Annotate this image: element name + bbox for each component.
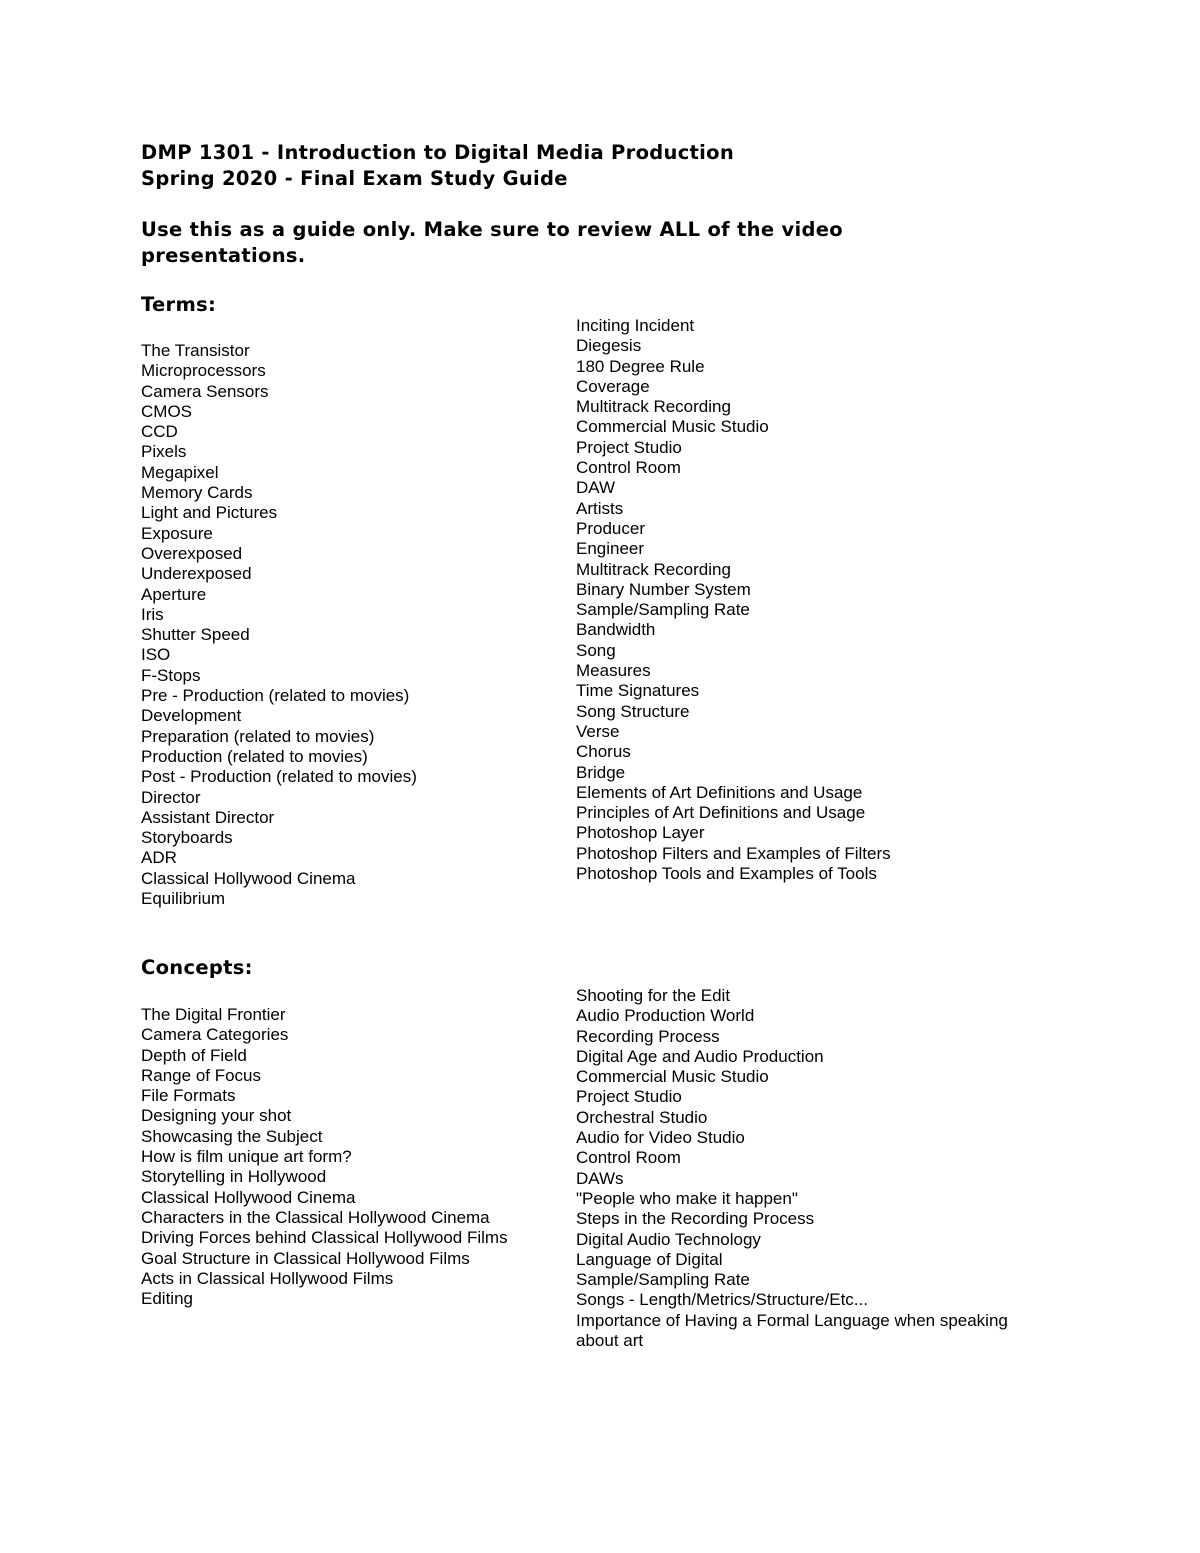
list-item: Audio for Video Studio	[576, 1128, 745, 1148]
terms-heading: Terms:	[141, 293, 217, 316]
list-item: Editing	[141, 1289, 193, 1309]
list-item: Photoshop Layer	[576, 823, 705, 843]
list-item: Songs - Length/Metrics/Structure/Etc...	[576, 1290, 868, 1310]
terms-right-list	[576, 316, 891, 884]
list-item: Director	[141, 787, 201, 807]
list-item: Project Studio	[576, 437, 682, 457]
list-item: The Digital Frontier	[141, 1005, 286, 1024]
list-item: Audio Production World	[576, 1006, 755, 1026]
list-item: 180 Degree Rule	[576, 356, 705, 376]
list-item: Orchestral Studio	[576, 1107, 708, 1127]
list-item: Steps in the Recording Process	[576, 1209, 815, 1229]
list-item: Artists	[576, 498, 624, 518]
list-item: Overexposed	[141, 543, 243, 563]
list-item: Characters in the Classical Hollywood Cinema	[141, 1207, 490, 1227]
list-item: Assistant Director	[141, 807, 275, 827]
list-item: Diegesis	[576, 336, 642, 356]
list-item: Commercial Music Studio	[576, 1067, 769, 1087]
list-item: Principles of Art Definitions and Usage	[576, 803, 866, 823]
list-item: Sample/Sampling Rate	[576, 1270, 750, 1290]
list-item: Multitrack Recording	[576, 397, 731, 417]
list-item: Shooting for the Edit	[576, 986, 731, 1005]
list-item: Acts in Classical Hollywood Films	[141, 1268, 394, 1288]
instruction-text: Use this as a guide only. Make sure to review ALL of the video presentations.	[141, 218, 843, 267]
list-item: Engineer	[576, 539, 645, 559]
list-item: Preparation (related to movies)	[141, 726, 375, 746]
list-item: Post - Production (related to movies)	[141, 767, 417, 787]
list-item: Classical Hollywood Cinema	[141, 868, 356, 888]
terms-left-list	[141, 341, 417, 909]
list-item: The Transistor	[141, 341, 250, 360]
list-item: Designing your shot	[141, 1106, 292, 1126]
list-item: CMOS	[141, 401, 192, 421]
title-line-1: DMP 1301 - Introduction to Digital Media Production	[141, 141, 735, 164]
list-item: Range of Focus	[141, 1065, 262, 1085]
list-item: Project Studio	[576, 1087, 682, 1107]
list-item: Language of Digital	[576, 1249, 723, 1269]
list-item: Song	[576, 640, 616, 660]
list-item: Pre - Production (related to movies)	[141, 686, 410, 706]
list-item: F-Stops	[141, 665, 201, 685]
list-item: Goal Structure in Classical Hollywood Films	[141, 1248, 470, 1268]
list-item: Digital Age and Audio Production	[576, 1046, 824, 1066]
list-item: Showcasing the Subject	[141, 1126, 323, 1146]
list-item: Pixels	[141, 442, 187, 462]
list-item: Bandwidth	[576, 620, 656, 640]
list-item: Production (related to movies)	[141, 746, 368, 766]
list-item: DAWs	[576, 1168, 624, 1188]
list-item: Recording Process	[576, 1026, 720, 1046]
list-item: Elements of Art Definitions and Usage	[576, 782, 863, 802]
list-item: Song Structure	[576, 701, 690, 721]
list-item: Shutter Speed	[141, 625, 250, 645]
list-item: Iris	[141, 604, 164, 624]
list-item: Multitrack Recording	[576, 559, 731, 579]
list-item: DAW	[576, 478, 616, 498]
list-item: Exposure	[141, 523, 213, 543]
list-item: Underexposed	[141, 564, 252, 584]
list-item: Commercial Music Studio	[576, 417, 769, 437]
list-item: Driving Forces behind Classical Hollywood Films	[141, 1228, 508, 1248]
list-item: Camera Sensors	[141, 381, 269, 401]
list-item: Storyboards	[141, 828, 233, 848]
list-item: Time Signatures	[576, 681, 700, 701]
list-item: Binary Number System	[576, 579, 751, 599]
list-item: Inciting Incident	[576, 316, 695, 335]
list-item: Coverage	[576, 376, 650, 396]
list-item: Aperture	[141, 584, 207, 604]
list-item: Chorus	[576, 742, 631, 762]
list-item: Equilibrium	[141, 889, 226, 909]
list-item: Bridge	[576, 762, 626, 782]
list-item: Light and Pictures	[141, 503, 278, 523]
document-title	[141, 140, 734, 191]
list-item: Classical Hollywood Cinema	[141, 1187, 356, 1207]
list-item: Verse	[576, 721, 620, 741]
list-item: File Formats	[141, 1086, 236, 1106]
list-item: Development	[141, 706, 242, 726]
list-item: Megapixel	[141, 462, 219, 482]
list-item: Measures	[576, 661, 651, 681]
list-item: Memory Cards	[141, 483, 253, 503]
list-item: "People who make it happen"	[576, 1188, 798, 1208]
list-item: Storytelling in Hollywood	[141, 1167, 327, 1187]
list-item: Producer	[576, 518, 645, 538]
list-item: Control Room	[576, 1148, 681, 1168]
list-item: Digital Audio Technology	[576, 1229, 761, 1249]
list-item: Photoshop Tools and Examples of Tools	[576, 864, 877, 884]
concepts-heading: Concepts:	[141, 956, 253, 979]
list-item: How is film unique art form?	[141, 1147, 352, 1167]
list-item: Photoshop Filters and Examples of Filters	[576, 843, 891, 863]
list-item: Depth of Field	[141, 1045, 247, 1065]
list-item: Importance of Having a Formal Language when speaking about art	[576, 1310, 1008, 1351]
list-item: Control Room	[576, 458, 681, 478]
list-item: ADR	[141, 848, 177, 868]
list-item: Microprocessors	[141, 361, 266, 381]
title-line-2: Spring 2020 - Final Exam Study Guide	[141, 166, 568, 190]
concepts-left-list	[141, 1005, 508, 1309]
list-item: Camera Categories	[141, 1025, 289, 1045]
list-item: Sample/Sampling Rate	[576, 600, 750, 620]
list-item: ISO	[141, 645, 171, 665]
concepts-right-list	[576, 986, 1036, 1351]
list-item: CCD	[141, 422, 178, 442]
